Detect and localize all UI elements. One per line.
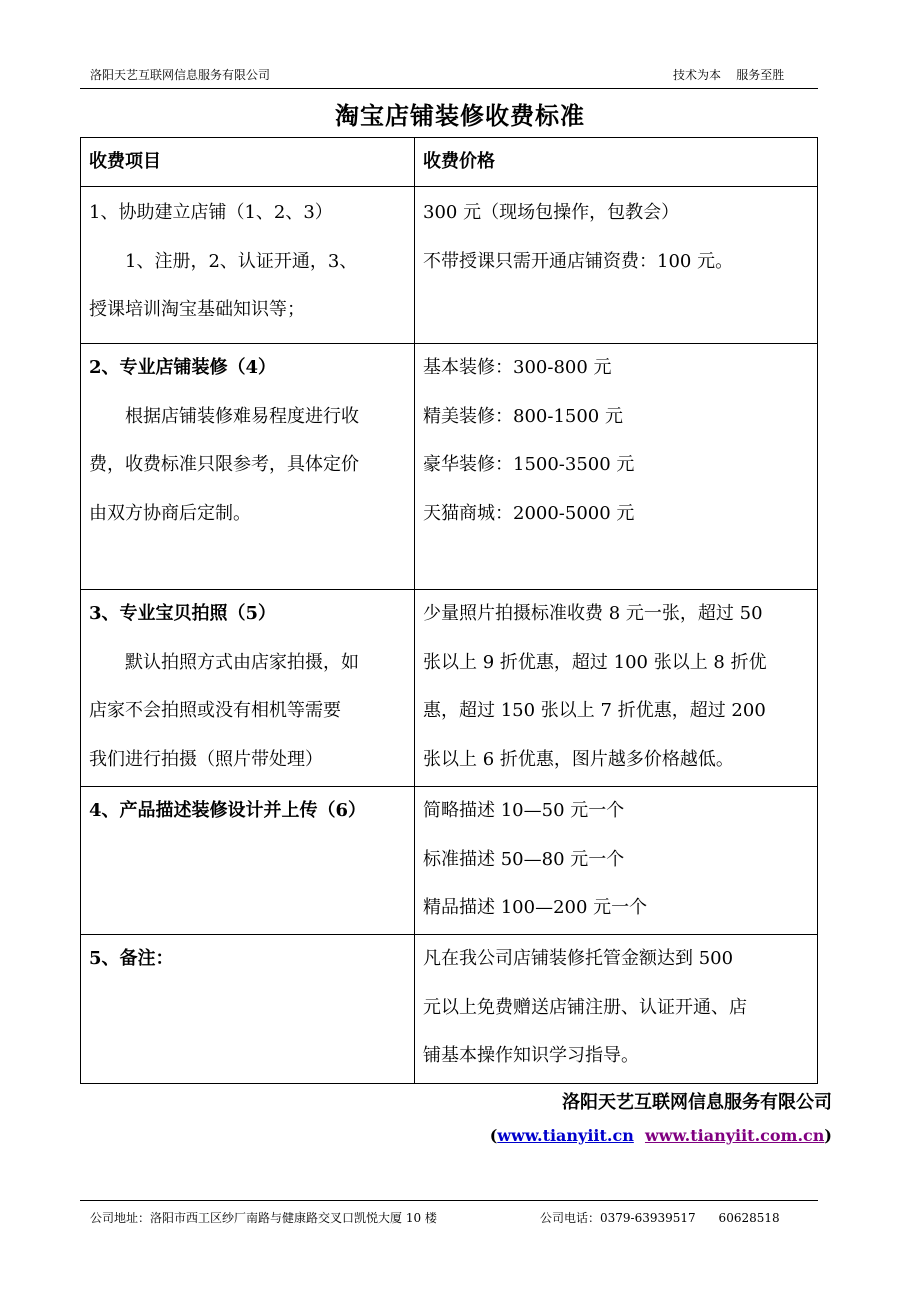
price-line: 惠，超过 150 张以上 7 折优惠，超过 200 [423,700,766,721]
table-row [81,590,818,787]
price-line: 标准描述 50—80 元一个 [423,848,625,870]
item-cell [81,935,415,1084]
price-line: 铺基本操作知识学习指导。 [423,1045,639,1066]
price-line: 不带授课只需开通店铺资费：100 元。 [423,250,734,272]
price-line: 元以上免费赠送店铺注册、认证开通、店 [423,996,747,1018]
item-title: 1、协助建立店铺（1、2、3） [89,202,333,223]
item-desc-line: 默认拍照方式由店家拍摄，如 [125,651,359,673]
price-cell [415,344,818,590]
table-header-row [81,138,818,187]
price-line: 张以上 6 折优惠，图片越多价格越低。 [423,748,734,770]
item-desc-line: 由双方协商后定制。 [89,502,251,524]
price-cell [415,187,818,344]
item-title: 3、专业宝贝拍照（5） [89,603,277,624]
item-cell [81,187,415,344]
price-line: 豪华装修：1500-3500 元 [423,454,635,475]
price-line: 少量照片拍摄标准收费 8 元一张，超过 50 [423,603,763,624]
paren-open: ( [489,1126,498,1145]
item-title: 5、备注： [89,948,174,969]
header-divider [80,88,818,89]
price-line: 简略描述 10—50 元一个 [423,800,625,821]
table-row [81,787,818,935]
item-cell [81,344,415,590]
column-header-price: 收费价格 [415,138,818,187]
page-title: 淘宝店铺装修收费标准 [335,102,585,130]
paren-close: ) [824,1126,832,1145]
item-desc-line: 授课培训淘宝基础知识等； [89,299,305,320]
item-desc-line: 1、注册，2、认证开通，3、 [125,250,358,272]
item-cell [81,787,415,935]
price-cell [415,590,818,787]
company-name: 洛阳天艺互联网信息服务有限公司 [562,1092,832,1113]
item-title: 4、产品描述装修设计并上传（6） [89,800,367,821]
price-line: 精品描述 100—200 元一个 [423,897,648,918]
item-desc-line: 我们进行拍摄（照片带处理） [89,748,323,770]
header-company: 洛阳天艺互联网信息服务有限公司 [90,68,271,82]
table-row [81,344,818,590]
price-line: 天猫商城：2000-5000 元 [423,502,635,524]
footer-address: 公司地址：洛阳市西工区纱厂南路与健康路交叉口凯悦大厦 10 楼 [90,1211,437,1225]
website-link-com-cn[interactable]: www.tianyiit.com.cn [644,1126,825,1145]
item-desc-line: 根据店铺装修难易程度进行收 [125,405,359,427]
price-line: 凡在我公司店铺装修托管金额达到 500 [423,948,734,969]
price-line: 精美装修：800-1500 元 [423,405,623,427]
item-title: 2、专业店铺装修（4） [89,357,277,378]
website-links [490,1126,832,1145]
price-line: 基本装修：300-800 元 [423,357,612,378]
price-cell [415,935,818,1084]
footer-phone: 公司电话：0379-63939517 60628518 [540,1211,780,1225]
table-row [81,935,818,1084]
price-line: 张以上 9 折优惠，超过 100 张以上 8 折优 [423,651,767,673]
column-header-item: 收费项目 [81,138,415,187]
fee-table [80,137,818,1084]
item-desc-line: 店家不会拍照或没有相机等需要 [89,700,341,721]
item-desc-line: 费，收费标准只限参考，具体定价 [89,454,359,475]
header-slogan: 技术为本 服务至胜 [673,68,785,82]
price-line: 300 元（现场包操作，包教会） [423,202,680,223]
website-link-cn[interactable]: www.tianyiit.cn [497,1126,634,1145]
footer-divider [80,1200,818,1201]
item-cell [81,590,415,787]
table-row [81,187,818,344]
price-cell [415,787,818,935]
